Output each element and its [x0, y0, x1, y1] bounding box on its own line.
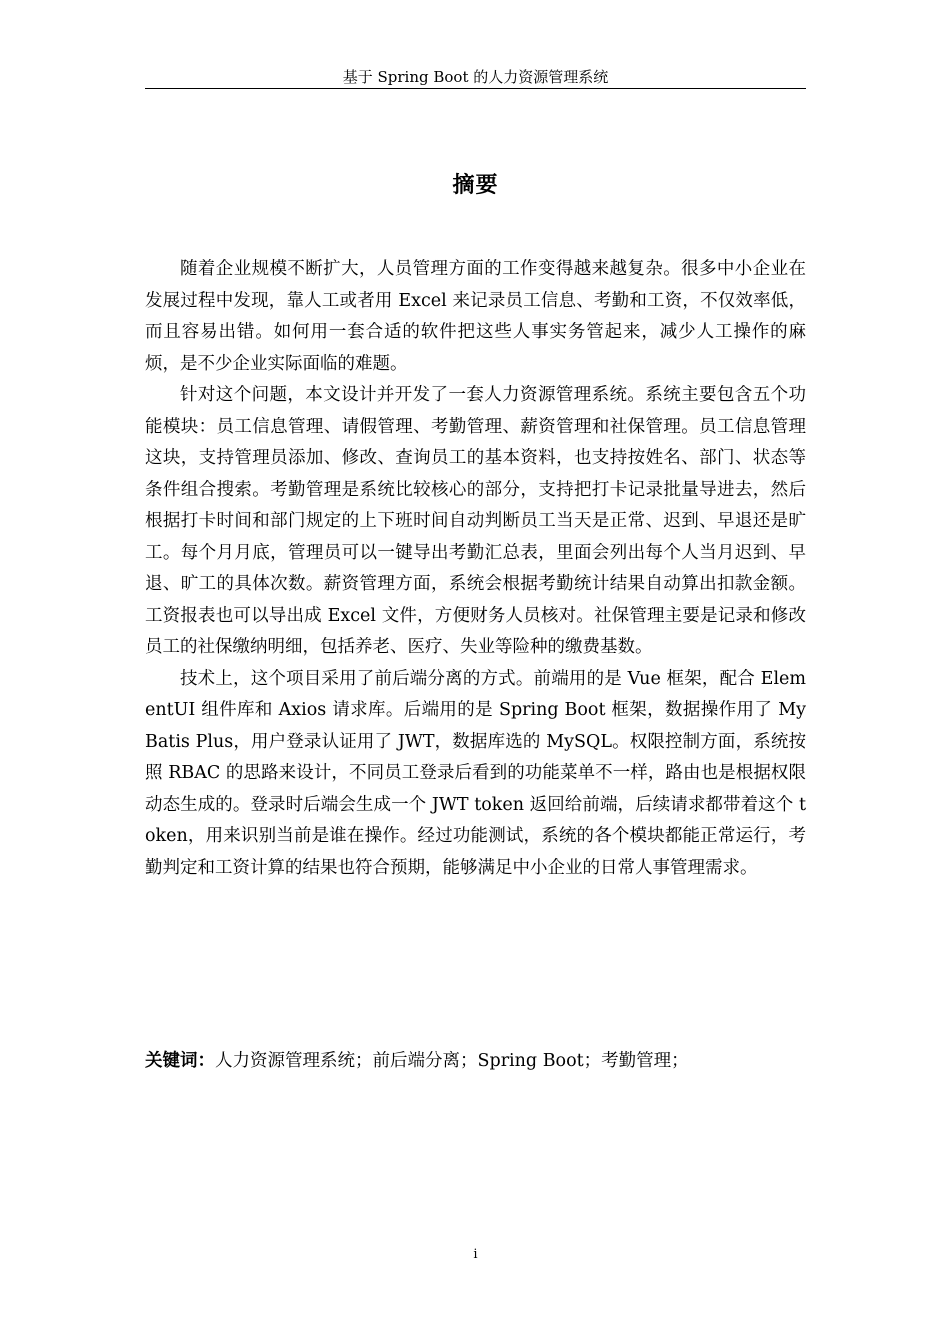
keywords-line [145, 1046, 806, 1077]
abstract-title: 摘要 [452, 173, 499, 198]
abstract-paragraph: 随着企业规模不断扩大，人员管理方面的工作变得越来越复杂。很多中小企业在发展过程中发现，靠人工或者用 Excel 来记录员工信息、考勤和工资，不仅效率低，而且容易出错。如何用一套合适的软件把这些人事实务管起来，减少人工操作的麻烦，是不少企业实际面临的难题。 [145, 259, 806, 374]
running-header: 基于 Spring Boot 的人力资源管理系统 [145, 66, 806, 89]
keywords-label: 关键词： [145, 1051, 215, 1071]
abstract-body [145, 254, 806, 884]
keywords-text: 人力资源管理系统；前后端分离；Spring Boot；考勤管理； [215, 1051, 689, 1071]
abstract-paragraph: 针对这个问题，本文设计并开发了一套人力资源管理系统。系统主要包含五个功能模块：员工信息管理、请假管理、考勤管理、薪资管理和社保管理。员工信息管理这块，支持管理员添加、修改、查询员工的基本资料，也支持按姓名、部门、状态等条件组合搜索。考勤管理是系统比较核心的部分，支持把打卡记录批量导进去，然后根据打卡时间和部门规定的上下班时间自动判断员工当天是正常、迟到、早退还是旷工。每个月月底，管理员可以一键导出考勤汇总表，里面会列出每个人当月迟到、早退、旷工的具体次数。薪资管理方面，系统会根据考勤统计结果自动算出扣款金额。工资报表也可以导出成 Excel 文件，方便财务人员核对。社保管理主要是记录和修改员工的社保缴纳明细，包括养老、医疗、失业等险种的缴费基数。 [145, 385, 806, 657]
page-number: i [473, 1247, 478, 1262]
abstract-paragraph: 技术上，这个项目采用了前后端分离的方式。前端用的是 Vue 框架，配合 ElementUI 组件库和 Axios 请求库。后端用的是 Spring Boot 框架，数据操作用了 MyBatis Plus，用户登录认证用了 JWT，数据库选的 MySQL。权限控制方面，系统按照 RBAC 的思路来设计，不同员工登录后看到的功能菜单不一样，路由也是根据权限动态生成的。登录时后端会生成一个 JWT token 返回给前端，后续请求都带着这个 token，用来识别当前是谁在操作。经过功能测试，系统的各个模块都能正常运行，考勤判定和工资计算的结果也符合预期，能够满足中小企业的日常人事管理需求。 [145, 668, 806, 878]
